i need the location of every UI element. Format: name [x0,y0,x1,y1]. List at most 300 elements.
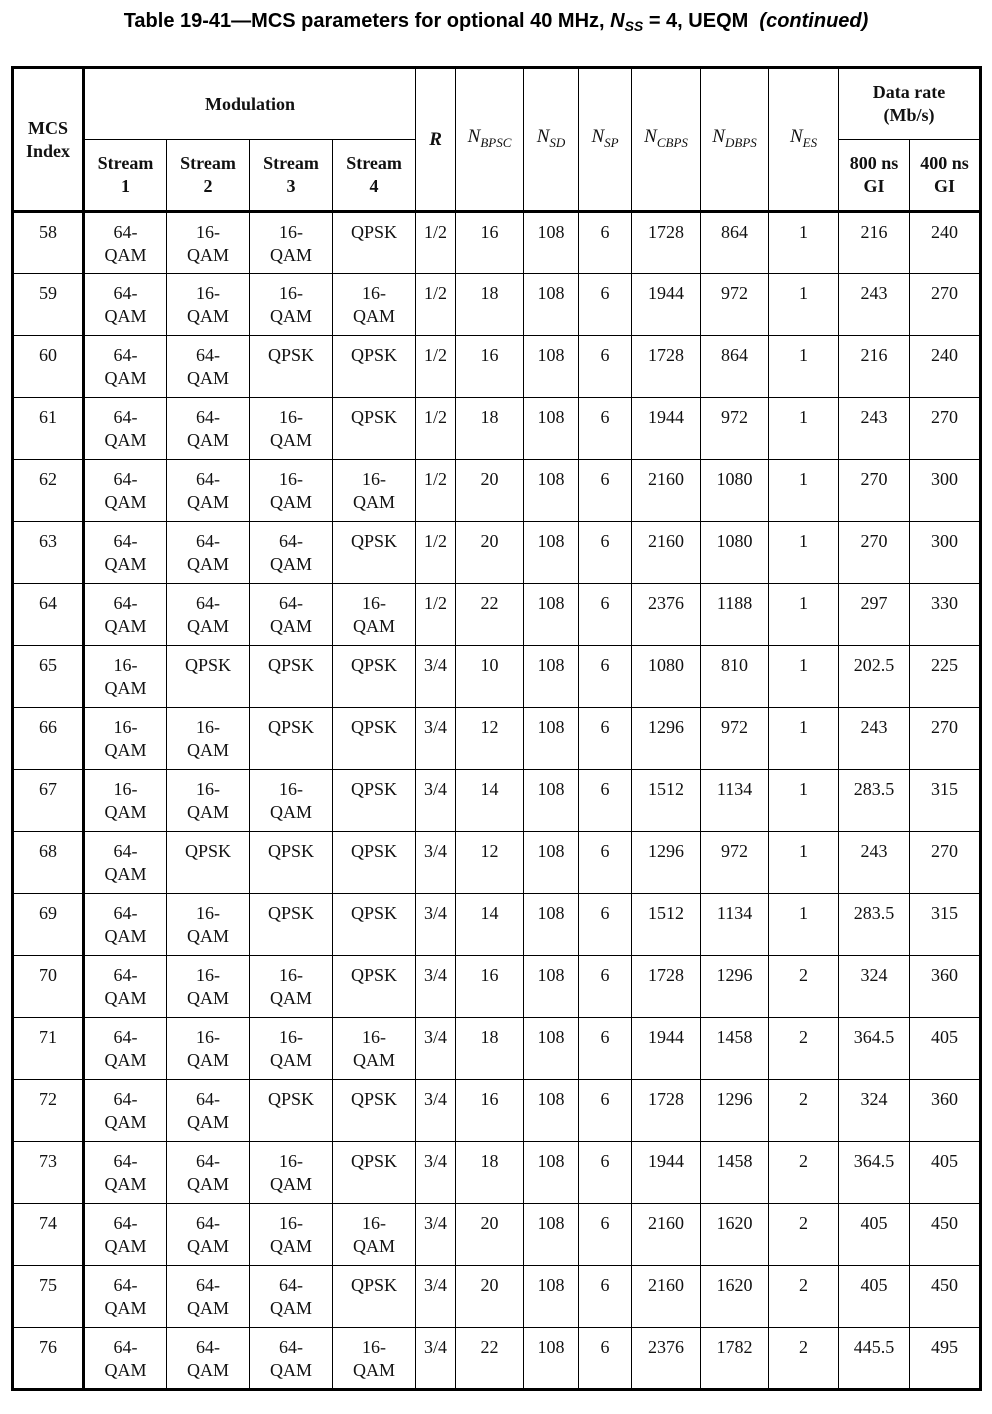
cell-ncbps: 1944 [632,1018,701,1080]
cell-ncbps: 1944 [632,398,701,460]
header-nes: $N_{ES}$ [769,68,839,212]
header-stream-4: Stream 4 [333,140,416,212]
cell-nbpsc: 22 [456,584,524,646]
header-mcs-index: MCS Index [13,68,84,212]
cell-nes: 1 [769,460,839,522]
cell-stream-3: 16- QAM [250,956,333,1018]
cell-rate-800ns: 364.5 [839,1018,910,1080]
cell-mcs-index: 59 [13,274,84,336]
cell-stream-2: 16- QAM [167,770,250,832]
cell-rate-400ns: 300 [910,522,981,584]
table-row [13,398,981,460]
cell-stream-4: QPSK [333,336,416,398]
cell-ncbps: 1512 [632,770,701,832]
cell-rate-400ns: 315 [910,894,981,956]
cell-ncbps: 1296 [632,832,701,894]
cell-stream-1: 16- QAM [84,770,167,832]
cell-stream-4: QPSK [333,646,416,708]
cell-code-rate: 3/4 [416,894,456,956]
cell-ndbps: 972 [701,832,769,894]
cell-stream-2: 64- QAM [167,1204,250,1266]
cell-nsp: 6 [579,522,632,584]
cell-stream-1: 64- QAM [84,1018,167,1080]
cell-nbpsc: 22 [456,1328,524,1390]
cell-stream-1: 64- QAM [84,522,167,584]
cell-stream-3: 16- QAM [250,460,333,522]
cell-stream-3: 64- QAM [250,1266,333,1328]
cell-stream-4: QPSK [333,956,416,1018]
cell-stream-1: 64- QAM [84,336,167,398]
cell-rate-400ns: 450 [910,1266,981,1328]
table-row [13,1142,981,1204]
cell-rate-800ns: 283.5 [839,770,910,832]
cell-ndbps: 972 [701,398,769,460]
cell-nsd: 108 [524,1018,579,1080]
cell-stream-2: 64- QAM [167,1080,250,1142]
cell-ncbps: 1728 [632,336,701,398]
cell-nes: 2 [769,1018,839,1080]
cell-rate-800ns: 243 [839,398,910,460]
cell-nsd: 108 [524,584,579,646]
cell-mcs-index: 66 [13,708,84,770]
cell-stream-4: QPSK [333,770,416,832]
cell-stream-3: QPSK [250,1080,333,1142]
cell-stream-3: 16- QAM [250,212,333,274]
cell-ndbps: 972 [701,274,769,336]
cell-rate-800ns: 364.5 [839,1142,910,1204]
cell-stream-4: QPSK [333,832,416,894]
cell-rate-400ns: 330 [910,584,981,646]
cell-rate-800ns: 324 [839,1080,910,1142]
cell-code-rate: 3/4 [416,1080,456,1142]
cell-code-rate: 3/4 [416,770,456,832]
cell-stream-1: 64- QAM [84,212,167,274]
cell-ndbps: 1134 [701,770,769,832]
cell-nes: 1 [769,336,839,398]
cell-nbpsc: 16 [456,336,524,398]
cell-nes: 2 [769,1266,839,1328]
cell-nes: 2 [769,1142,839,1204]
cell-ndbps: 1458 [701,1018,769,1080]
cell-nsd: 108 [524,894,579,956]
cell-code-rate: 3/4 [416,708,456,770]
header-modulation: Modulation [84,68,416,140]
cell-nbpsc: 16 [456,1080,524,1142]
cell-stream-4: 16- QAM [333,1328,416,1390]
cell-stream-1: 64- QAM [84,1080,167,1142]
cell-stream-3: 16- QAM [250,1142,333,1204]
cell-stream-1: 64- QAM [84,274,167,336]
cell-stream-1: 64- QAM [84,1204,167,1266]
cell-ndbps: 1620 [701,1266,769,1328]
cell-nes: 2 [769,1080,839,1142]
cell-rate-800ns: 405 [839,1266,910,1328]
cell-nbpsc: 18 [456,1018,524,1080]
cell-stream-1: 64- QAM [84,584,167,646]
cell-mcs-index: 69 [13,894,84,956]
cell-mcs-index: 64 [13,584,84,646]
cell-rate-800ns: 243 [839,832,910,894]
cell-rate-400ns: 495 [910,1328,981,1390]
cell-nsd: 108 [524,1080,579,1142]
cell-nes: 1 [769,894,839,956]
cell-nes: 1 [769,708,839,770]
cell-stream-4: 16- QAM [333,1018,416,1080]
cell-stream-2: 64- QAM [167,1266,250,1328]
cell-rate-400ns: 270 [910,832,981,894]
cell-stream-1: 64- QAM [84,460,167,522]
cell-nbpsc: 14 [456,770,524,832]
cell-rate-800ns: 270 [839,460,910,522]
cell-stream-2: 16- QAM [167,956,250,1018]
cell-ncbps: 2160 [632,522,701,584]
cell-nbpsc: 20 [456,460,524,522]
cell-nsp: 6 [579,584,632,646]
cell-rate-800ns: 405 [839,1204,910,1266]
cell-ncbps: 1080 [632,646,701,708]
header-data-rate: Data rate (Mb/s) [839,68,981,140]
cell-nsp: 6 [579,708,632,770]
cell-mcs-index: 63 [13,522,84,584]
cell-stream-3: 64- QAM [250,522,333,584]
cell-nsd: 108 [524,1204,579,1266]
cell-stream-1: 64- QAM [84,956,167,1018]
cell-nbpsc: 20 [456,1204,524,1266]
cell-nsd: 108 [524,212,579,274]
cell-rate-400ns: 360 [910,1080,981,1142]
cell-mcs-index: 61 [13,398,84,460]
cell-nsp: 6 [579,1142,632,1204]
cell-stream-4: 16- QAM [333,1204,416,1266]
cell-ncbps: 1944 [632,1142,701,1204]
cell-nsd: 108 [524,646,579,708]
cell-nsd: 108 [524,1266,579,1328]
cell-stream-1: 16- QAM [84,708,167,770]
cell-mcs-index: 60 [13,336,84,398]
header-800ns-gi: 800 ns GI [839,140,910,212]
cell-stream-3: QPSK [250,708,333,770]
cell-nes: 2 [769,1328,839,1390]
cell-nsp: 6 [579,770,632,832]
cell-ncbps: 2160 [632,460,701,522]
cell-stream-3: 16- QAM [250,770,333,832]
cell-code-rate: 1/2 [416,398,456,460]
cell-rate-800ns: 243 [839,274,910,336]
table-row [13,212,981,274]
cell-ndbps: 810 [701,646,769,708]
cell-stream-4: QPSK [333,1142,416,1204]
cell-rate-400ns: 300 [910,460,981,522]
cell-stream-2: 64- QAM [167,460,250,522]
cell-nbpsc: 12 [456,708,524,770]
cell-stream-1: 16- QAM [84,646,167,708]
cell-stream-2: 64- QAM [167,1328,250,1390]
caption-nss-sub: SS [624,18,644,34]
cell-nsp: 6 [579,1266,632,1328]
table-row [13,770,981,832]
cell-mcs-index: 71 [13,1018,84,1080]
cell-nbpsc: 20 [456,522,524,584]
cell-nes: 1 [769,522,839,584]
caption-continued: (continued) [759,10,869,32]
table-caption [0,10,992,34]
cell-code-rate: 3/4 [416,1266,456,1328]
cell-ncbps: 1728 [632,1080,701,1142]
cell-nbpsc: 16 [456,956,524,1018]
cell-rate-400ns: 240 [910,336,981,398]
table-header [13,68,981,212]
cell-mcs-index: 76 [13,1328,84,1390]
cell-stream-3: 64- QAM [250,584,333,646]
cell-code-rate: 1/2 [416,460,456,522]
cell-ndbps: 1080 [701,522,769,584]
cell-nbpsc: 18 [456,398,524,460]
cell-nsp: 6 [579,274,632,336]
cell-nes: 2 [769,956,839,1018]
cell-nsd: 108 [524,398,579,460]
cell-code-rate: 3/4 [416,1204,456,1266]
cell-mcs-index: 74 [13,1204,84,1266]
cell-nsd: 108 [524,770,579,832]
cell-nbpsc: 18 [456,274,524,336]
cell-stream-4: QPSK [333,398,416,460]
cell-nbpsc: 18 [456,1142,524,1204]
cell-nsd: 108 [524,1328,579,1390]
table-row [13,1018,981,1080]
cell-nbpsc: 10 [456,646,524,708]
cell-stream-4: QPSK [333,1080,416,1142]
cell-ndbps: 1134 [701,894,769,956]
cell-rate-400ns: 405 [910,1018,981,1080]
cell-stream-1: 64- QAM [84,1142,167,1204]
cell-nsd: 108 [524,522,579,584]
cell-ndbps: 972 [701,708,769,770]
cell-mcs-index: 72 [13,1080,84,1142]
cell-nbpsc: 20 [456,1266,524,1328]
cell-ndbps: 1296 [701,1080,769,1142]
cell-stream-2: 64- QAM [167,398,250,460]
cell-stream-2: 16- QAM [167,708,250,770]
cell-rate-800ns: 297 [839,584,910,646]
cell-rate-800ns: 283.5 [839,894,910,956]
cell-rate-800ns: 270 [839,522,910,584]
cell-ndbps: 1458 [701,1142,769,1204]
cell-nes: 2 [769,1204,839,1266]
cell-stream-4: QPSK [333,212,416,274]
cell-nsp: 6 [579,646,632,708]
table-row [13,1080,981,1142]
cell-code-rate: 1/2 [416,336,456,398]
mcs-parameters-table [11,66,982,1391]
cell-code-rate: 3/4 [416,956,456,1018]
cell-ndbps: 1188 [701,584,769,646]
header-stream-3: Stream 3 [250,140,333,212]
cell-nes: 1 [769,212,839,274]
cell-nes: 1 [769,584,839,646]
cell-code-rate: 1/2 [416,522,456,584]
cell-ncbps: 2376 [632,584,701,646]
cell-code-rate: 1/2 [416,274,456,336]
header-stream-2: Stream 2 [167,140,250,212]
cell-rate-800ns: 216 [839,212,910,274]
cell-stream-4: QPSK [333,522,416,584]
cell-code-rate: 3/4 [416,1142,456,1204]
cell-stream-1: 64- QAM [84,398,167,460]
cell-ndbps: 864 [701,336,769,398]
cell-ndbps: 1296 [701,956,769,1018]
cell-mcs-index: 67 [13,770,84,832]
cell-ncbps: 2160 [632,1266,701,1328]
cell-ncbps: 1728 [632,956,701,1018]
cell-rate-400ns: 240 [910,212,981,274]
header-r: R [416,68,456,212]
cell-rate-800ns: 445.5 [839,1328,910,1390]
cell-rate-800ns: 324 [839,956,910,1018]
cell-nsp: 6 [579,956,632,1018]
cell-nes: 1 [769,832,839,894]
cell-code-rate: 1/2 [416,212,456,274]
cell-nsp: 6 [579,1018,632,1080]
cell-stream-3: 16- QAM [250,398,333,460]
table-row [13,1266,981,1328]
cell-mcs-index: 68 [13,832,84,894]
table-row [13,1204,981,1266]
cell-rate-400ns: 270 [910,398,981,460]
cell-ncbps: 2376 [632,1328,701,1390]
caption-suffix: = 4, UEQM [643,10,760,32]
cell-stream-2: 64- QAM [167,522,250,584]
cell-nsp: 6 [579,1080,632,1142]
cell-stream-4: QPSK [333,708,416,770]
cell-nbpsc: 12 [456,832,524,894]
cell-rate-400ns: 360 [910,956,981,1018]
cell-nsd: 108 [524,708,579,770]
cell-nes: 1 [769,770,839,832]
cell-nes: 1 [769,274,839,336]
table-row [13,646,981,708]
cell-stream-2: 64- QAM [167,336,250,398]
header-nsp: $N_{SP}$ [579,68,632,212]
cell-ndbps: 1080 [701,460,769,522]
cell-ndbps: 1782 [701,1328,769,1390]
cell-rate-800ns: 202.5 [839,646,910,708]
table-row [13,274,981,336]
cell-stream-1: 64- QAM [84,832,167,894]
cell-mcs-index: 70 [13,956,84,1018]
cell-stream-4: 16- QAM [333,274,416,336]
cell-nsd: 108 [524,956,579,1018]
cell-code-rate: 3/4 [416,646,456,708]
cell-nbpsc: 16 [456,212,524,274]
cell-stream-3: 16- QAM [250,1204,333,1266]
cell-mcs-index: 58 [13,212,84,274]
cell-mcs-index: 62 [13,460,84,522]
cell-nsp: 6 [579,894,632,956]
cell-ncbps: 1728 [632,212,701,274]
cell-stream-3: 64- QAM [250,1328,333,1390]
cell-ndbps: 864 [701,212,769,274]
table-row [13,708,981,770]
cell-ndbps: 1620 [701,1204,769,1266]
cell-nsd: 108 [524,832,579,894]
cell-code-rate: 1/2 [416,584,456,646]
cell-nsp: 6 [579,212,632,274]
cell-rate-400ns: 225 [910,646,981,708]
cell-mcs-index: 73 [13,1142,84,1204]
cell-nsd: 108 [524,460,579,522]
cell-stream-3: QPSK [250,336,333,398]
cell-mcs-index: 65 [13,646,84,708]
table-row [13,584,981,646]
cell-ncbps: 1296 [632,708,701,770]
header-ncbps: $N_{CBPS}$ [632,68,701,212]
cell-stream-2: 64- QAM [167,584,250,646]
cell-stream-1: 64- QAM [84,894,167,956]
cell-code-rate: 3/4 [416,1328,456,1390]
cell-stream-1: 64- QAM [84,1266,167,1328]
cell-stream-2: QPSK [167,646,250,708]
table-row [13,894,981,956]
cell-stream-3: QPSK [250,646,333,708]
cell-stream-2: 16- QAM [167,212,250,274]
cell-nsp: 6 [579,1204,632,1266]
cell-stream-2: 16- QAM [167,274,250,336]
cell-stream-4: QPSK [333,894,416,956]
table-row [13,1328,981,1390]
cell-rate-400ns: 270 [910,274,981,336]
table-row [13,336,981,398]
header-stream-1: Stream 1 [84,140,167,212]
table-row [13,956,981,1018]
cell-mcs-index: 75 [13,1266,84,1328]
cell-stream-2: QPSK [167,832,250,894]
cell-nsp: 6 [579,832,632,894]
table-body [13,212,981,1390]
cell-stream-2: 64- QAM [167,1142,250,1204]
caption-nss-symbol: N [610,10,625,32]
header-nbpsc: $N_{BPSC}$ [456,68,524,212]
cell-nsp: 6 [579,336,632,398]
cell-stream-2: 16- QAM [167,894,250,956]
header-400ns-gi: 400 ns GI [910,140,981,212]
cell-stream-4: 16- QAM [333,460,416,522]
cell-nbpsc: 14 [456,894,524,956]
cell-nes: 1 [769,646,839,708]
cell-code-rate: 3/4 [416,832,456,894]
cell-stream-4: 16- QAM [333,584,416,646]
cell-code-rate: 3/4 [416,1018,456,1080]
cell-nsd: 108 [524,336,579,398]
table-row [13,522,981,584]
table-row [13,832,981,894]
cell-nsd: 108 [524,274,579,336]
cell-stream-3: QPSK [250,832,333,894]
cell-rate-400ns: 450 [910,1204,981,1266]
cell-nsp: 6 [579,460,632,522]
cell-stream-3: 16- QAM [250,274,333,336]
cell-ncbps: 1512 [632,894,701,956]
cell-ncbps: 2160 [632,1204,701,1266]
cell-rate-400ns: 270 [910,708,981,770]
header-nsd: $N_{SD}$ [524,68,579,212]
cell-stream-4: QPSK [333,1266,416,1328]
cell-nes: 1 [769,398,839,460]
header-ndbps: $N_{DBPS}$ [701,68,769,212]
cell-rate-400ns: 315 [910,770,981,832]
cell-rate-400ns: 405 [910,1142,981,1204]
cell-nsd: 108 [524,1142,579,1204]
cell-nsp: 6 [579,398,632,460]
